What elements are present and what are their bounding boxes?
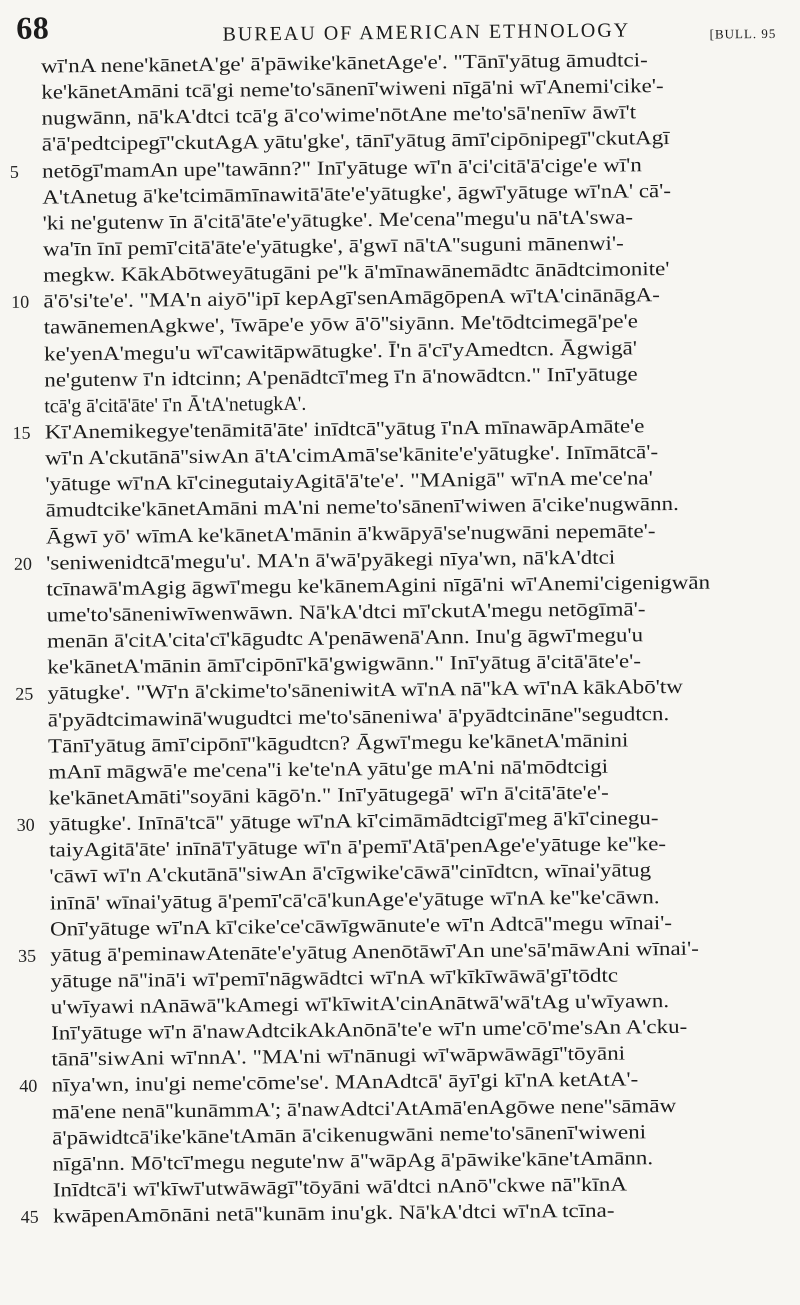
line-text: 'ki ne'gutenw īn ā'citā'āte'e'yātugke'. Me'cena''megu'u nā'tA'swa- xyxy=(42,206,634,235)
line-text: tcā'g ā'citā'āte' ī'n Ā'tA'netugkA'. xyxy=(44,392,307,418)
line-text: wī'n A'ckutānā''siwAn ā'tA'cimAmā'se'kānite'e'yātugke'. Inīmātcā'- xyxy=(44,441,659,470)
line-text: ā'ā'pedtcipegī''ckutAgA yātu'gke', tānī'yātug āmī'cipōnipegī''ckutAgī xyxy=(41,127,670,156)
line-text: ā'ō'si'te'e'. "MA'n aiyō''ipī kepAgī'senAmāgōpenA wī'tA'cinānāgA- xyxy=(43,284,660,313)
line-text: nīgā'nn. Mō'tcī'megu negute'nw ā''wāpAg ā'pāwike'kāne'tAmānn. xyxy=(52,1147,654,1176)
line-text: nugwānn, nā'kA'dtci tcā'g ā'co'wime'nōtAne me'to'sā'nenīw āwī't xyxy=(41,101,637,130)
line-text: 'yātuge wī'nA kī'cinegutaiyAgitā'ā'te'e'. "MAnigā'' wī'nA me'ce'na' xyxy=(45,467,653,496)
line-text: ke'kānetAmāni tcā'gi neme'to'sānenī'wiweni nīgā'ni wī'Anemi'cike'- xyxy=(41,75,664,104)
line-number: 35 xyxy=(17,945,37,966)
line-text: ume'to'sāneniwīwenwāwn. Nā'kA'dtci mī'ckutA'megu netōgīmā'- xyxy=(46,598,646,627)
line-number: 25 xyxy=(15,684,34,705)
line-number: 15 xyxy=(12,422,31,443)
line-number: 45 xyxy=(20,1206,39,1228)
line-text: tcīnawā'mAgig āgwī'megu ke'kānemAgini nīgā'ni wī'Anemi'cigenigwān xyxy=(46,571,711,601)
line-text: tawānemenAgkwe', 'īwāpe'e yōw ā'ō''siyānn. Me'tōdtcimegā'pe'e xyxy=(43,310,639,339)
line-text: wī'nA nene'kānetA'ge' ā'pāwike'kānetAge'e'. "Tānī'yātug āmudtci- xyxy=(40,49,648,78)
line-text: yātug ā'peminawAtenāte'e'yātug Anenōtāwī'An une'sā'māwAni wīnai'- xyxy=(50,937,699,967)
line-number: 10 xyxy=(11,291,30,313)
line-text: Inīdtcā'i wī'kīwī'utwāwāgī''tōyāni wā'dtci nAnō''ckwe nā''kīnA xyxy=(52,1173,627,1202)
bulletin-reference: [BULL. 95 xyxy=(709,25,777,42)
line-text: yātugke'. "Wī'n ā'ckime'to'sāneniwitA wī'nA nā''kA wī'nA kākAbō'tw xyxy=(47,676,683,705)
line-number: 30 xyxy=(16,814,35,835)
line-text: u'wīyawi nAnāwā''kAmegi wī'kīwitA'cinAnātwā'wā'tAg u'wīyawn. xyxy=(50,990,670,1019)
line-text: ā'pyādtcimawinā'wugudtci me'to'sāneniwa' ā'pyādtcināne''segudtcn. xyxy=(47,702,670,732)
line-text: Kī'Anemikegye'tenāmitā'āte' inīdtcā''yātug ī'nA mīnawāpAmāte'e xyxy=(44,415,645,444)
line-text: ne'gutenw ī'n idtcinn; A'penādtcī'meg ī'n ā'nowādtcn." Inī'yātuge xyxy=(44,363,638,392)
line-text: ke'yenA'megu'u wī'cawitāpwātugke'. Ī'n ā'cī'yAmedtcn. Āgwigā' xyxy=(43,336,638,366)
line-text: netōgī'mamAn upe''tawānn?" Inī'yātuge wī'n ā'ci'citā'ā'cige'e wī'n xyxy=(41,153,642,183)
line-text: 'seniwenidtcā'megu'u'. MA'n ā'wā'pyākegi nīya'wn, nā'kA'dtci xyxy=(46,546,616,575)
line-text: yātuge nā''inā'i wī'pemī'nāgwādtci wī'nA wī'kīkīwāwā'gī'tōdtc xyxy=(50,964,619,993)
line-text: yātugke'. Inīnā'tcā'' yātuge wī'nA kī'cimāmādtcigī'meg ā'kī'cinegu- xyxy=(48,807,659,836)
line-text: ā'pāwidtcā'ike'kāne'tAmān ā'cikenugwāni neme'to'sānenī'wiweni xyxy=(52,1121,647,1150)
line-text: Onī'yātuge wī'nA kī'cike'ce'cāwīgwānute'e wī'n Adtcā''megu wīnai'- xyxy=(49,911,673,941)
line-text: ke'kānetA'mānin āmī'cipōnī'kā'gwigwānn." Inī'yātug ā'citā'āte'e'- xyxy=(47,650,642,679)
page-number: 68 xyxy=(16,9,50,46)
text-block xyxy=(9,46,800,1230)
line-text: ke'kānetAmāti''soyāni kāgō'n." Inī'yātugegā' wī'n ā'citā'āte'e'- xyxy=(48,781,609,810)
line-text: kwāpenAmōnāni netā''kunām inu'gk. Nā'kA'dtci wī'nA tcīna- xyxy=(52,1199,615,1228)
page-header xyxy=(16,2,776,50)
line-text: megkw. KākAbōtweyātugāni pe''k ā'mīnawānemādtc ānādtcimonite' xyxy=(43,258,670,287)
line-text: Inī'yātuge wī'n ā'nawAdtcikAkAnōnā'te'e wī'n ume'cō'me'sAn A'cku- xyxy=(51,1016,688,1045)
line-text: Āgwī yō' wīmA ke'kānetA'mānin ā'kwāpyā'se'nugwāni nepemāte'- xyxy=(45,519,656,549)
line-number: 5 xyxy=(9,161,19,182)
line-text: inīnā' wīnai'yātug ā'pemī'cā'cā'kunAge'e'yātuge wī'nA ke''ke'cāwn. xyxy=(49,885,660,915)
line-text: A'tAnetug ā'ke'tcimāmīnawitā'āte'e'yātugke', āgwī'yātuge wī'nA' cā'- xyxy=(42,179,672,209)
line-text: 'cāwī wī'n A'ckutānā''siwAn ā'cīgwike'cāwā''cinīdtcn, wīnai'yātug xyxy=(49,859,652,888)
line-text: mAnī māgwā'e me'cena''i ke'te'nA yātu'ge mA'ni nā'mōdtcigi xyxy=(48,755,609,784)
line-text: Tānī'yātug āmī'cipōnī''kāgudtcn? Āgwī'megu ke'kānetA'mānini xyxy=(48,729,629,758)
line-text: tānā''siwAni wī'nnA'. "MA'ni wī'nānugi wī'wāpwāwāgī''tōyāni xyxy=(51,1042,626,1071)
line-text: taiyAgitā'āte' inīnā'ī'yātuge wī'n ā'pemī'Atā'penAge'e'yātuge ke''ke- xyxy=(49,833,667,862)
line-text: mā'ene nenā''kunāmmA'; ā'nawAdtci'AtAmā'enAgōwe nene''sāmāw xyxy=(51,1094,677,1124)
running-head: BUREAU OF AMERICAN ETHNOLOGY xyxy=(222,19,631,46)
line-number: 40 xyxy=(19,1076,38,1097)
line-text: menān ā'citA'cita'cī'kāgudtc A'penāwenā'Ann. Inu'g āgwī'megu'u xyxy=(46,624,644,653)
line-text: nīya'wn, inu'gi neme'cōme'se'. MAnAdtcā' āyī'gi kī'nA ketAtA'- xyxy=(51,1068,639,1098)
line-text: wa'īn īnī pemī'citā'āte'e'yātugke', ā'gwī nā'tA''suguni mānenwi'- xyxy=(42,232,624,261)
line-number: 20 xyxy=(13,553,33,574)
line-text: āmudtcike'kānetAmāni mA'ni neme'to'sānenī'wiwen ā'cike'nugwānn. xyxy=(45,493,679,522)
